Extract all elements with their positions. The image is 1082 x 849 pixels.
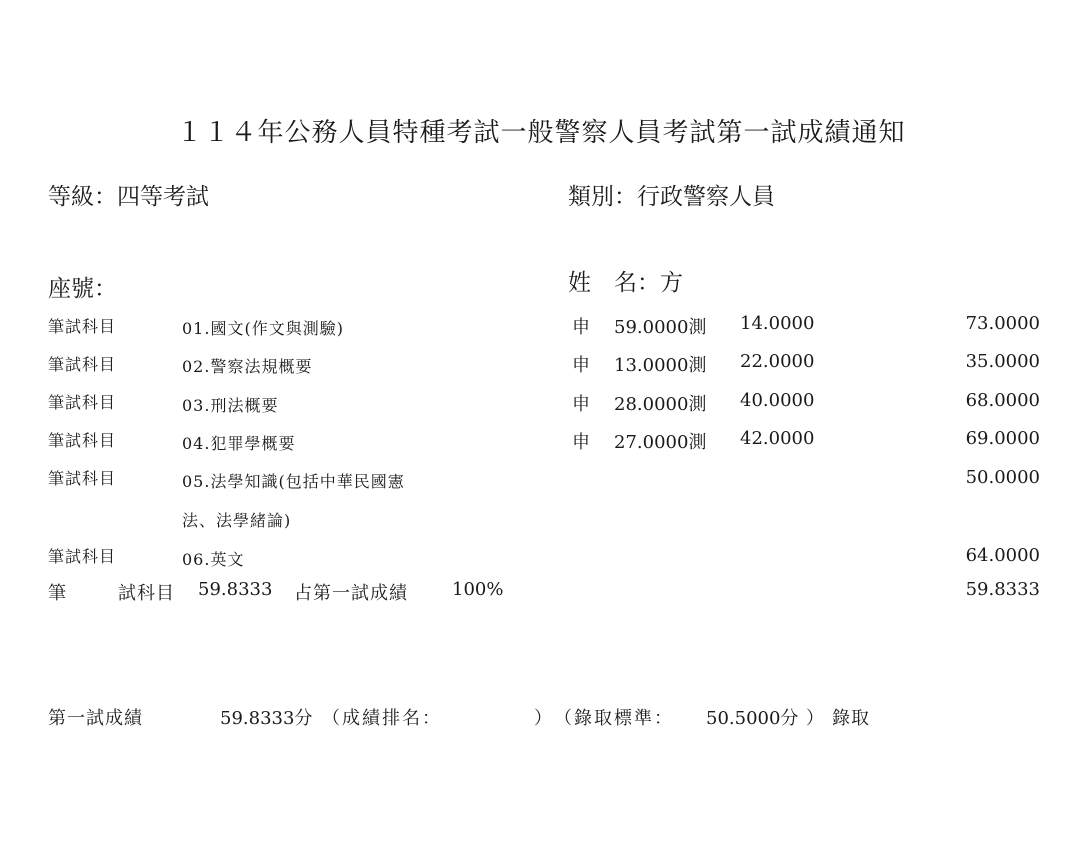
- name-value: 方: [660, 270, 683, 296]
- seat-label: 座號：: [48, 276, 117, 302]
- summary-ratio-label: 占第一試成績: [294, 583, 408, 604]
- essay-score: 27.0000測: [614, 432, 707, 453]
- test-score: 42.0000: [740, 428, 815, 449]
- test-label: 測: [688, 394, 707, 415]
- subject-name: 05.法學知識(包括中華民國憲: [182, 472, 405, 491]
- subject-type: 筆試科目: [48, 317, 117, 336]
- subject-name: 02.警察法規概要: [182, 357, 313, 376]
- seat-field: [48, 270, 117, 303]
- subject-type: 筆試科目: [48, 355, 117, 374]
- subject-name-cont: 法、法學緒論): [182, 511, 292, 530]
- level-label: 等級：: [48, 184, 117, 210]
- essay-score: 28.0000測: [614, 394, 707, 415]
- essay-label: 申: [572, 394, 590, 415]
- summary-avg: 59.8333: [198, 579, 273, 600]
- summary-char: 筆: [48, 583, 66, 604]
- subject-name: 06.英文: [182, 550, 245, 569]
- subject-total: 68.0000: [965, 390, 1040, 411]
- test-score: 40.0000: [740, 390, 815, 411]
- subject-type: 筆試科目: [48, 469, 117, 488]
- level-value: 四等考試: [117, 184, 209, 210]
- result-label: 第一試成績: [48, 708, 143, 729]
- test-score: 22.0000: [740, 351, 815, 372]
- essay-score: 59.0000測: [614, 317, 707, 338]
- result-status: 錄取: [832, 708, 870, 729]
- subject-total: 69.0000: [965, 428, 1040, 449]
- level-field: [48, 178, 209, 211]
- subject-total: 64.0000: [965, 545, 1040, 566]
- summary-label: 試科目: [118, 583, 175, 604]
- test-label: 測: [688, 355, 707, 376]
- result-score: 59.8333分: [220, 708, 313, 729]
- essay-score: 13.0000測: [614, 355, 707, 376]
- essay-label: 申: [572, 317, 590, 338]
- subject-name: 01.國文(作文與測驗): [182, 319, 344, 338]
- result-std-close: ）: [806, 708, 824, 729]
- category-label: 類別：: [568, 184, 637, 210]
- category-value: 行政警察人員: [637, 184, 775, 210]
- summary-total: 59.8333: [965, 579, 1040, 600]
- subject-name: 03.刑法概要: [182, 396, 279, 415]
- subject-type: 筆試科目: [48, 547, 117, 566]
- name-label: 姓 名：: [568, 270, 660, 296]
- test-label: 測: [688, 432, 707, 453]
- subject-name: 04.犯罪學概要: [182, 434, 296, 453]
- essay-label: 申: [572, 432, 590, 453]
- subject-total: 73.0000: [965, 313, 1040, 334]
- test-score: 14.0000: [740, 313, 815, 334]
- essay-label: 申: [572, 355, 590, 376]
- name-field: [568, 264, 683, 297]
- subject-type: 筆試科目: [48, 431, 117, 450]
- result-std-open: （錄取標準：: [554, 708, 674, 729]
- result-rank-open: （成績排名：: [322, 708, 442, 729]
- summary-ratio: 100%: [452, 579, 504, 600]
- subject-total: 35.0000: [965, 351, 1040, 372]
- category-field: [568, 178, 775, 211]
- page-title: １１４年公務人員特種考試一般警察人員考試第一試成績通知: [176, 118, 906, 148]
- test-label: 測: [688, 317, 707, 338]
- subject-type: 筆試科目: [48, 393, 117, 412]
- result-std-value: 50.5000分: [706, 708, 799, 729]
- result-rank-close: ）: [534, 708, 552, 729]
- subject-total: 50.0000: [965, 467, 1040, 488]
